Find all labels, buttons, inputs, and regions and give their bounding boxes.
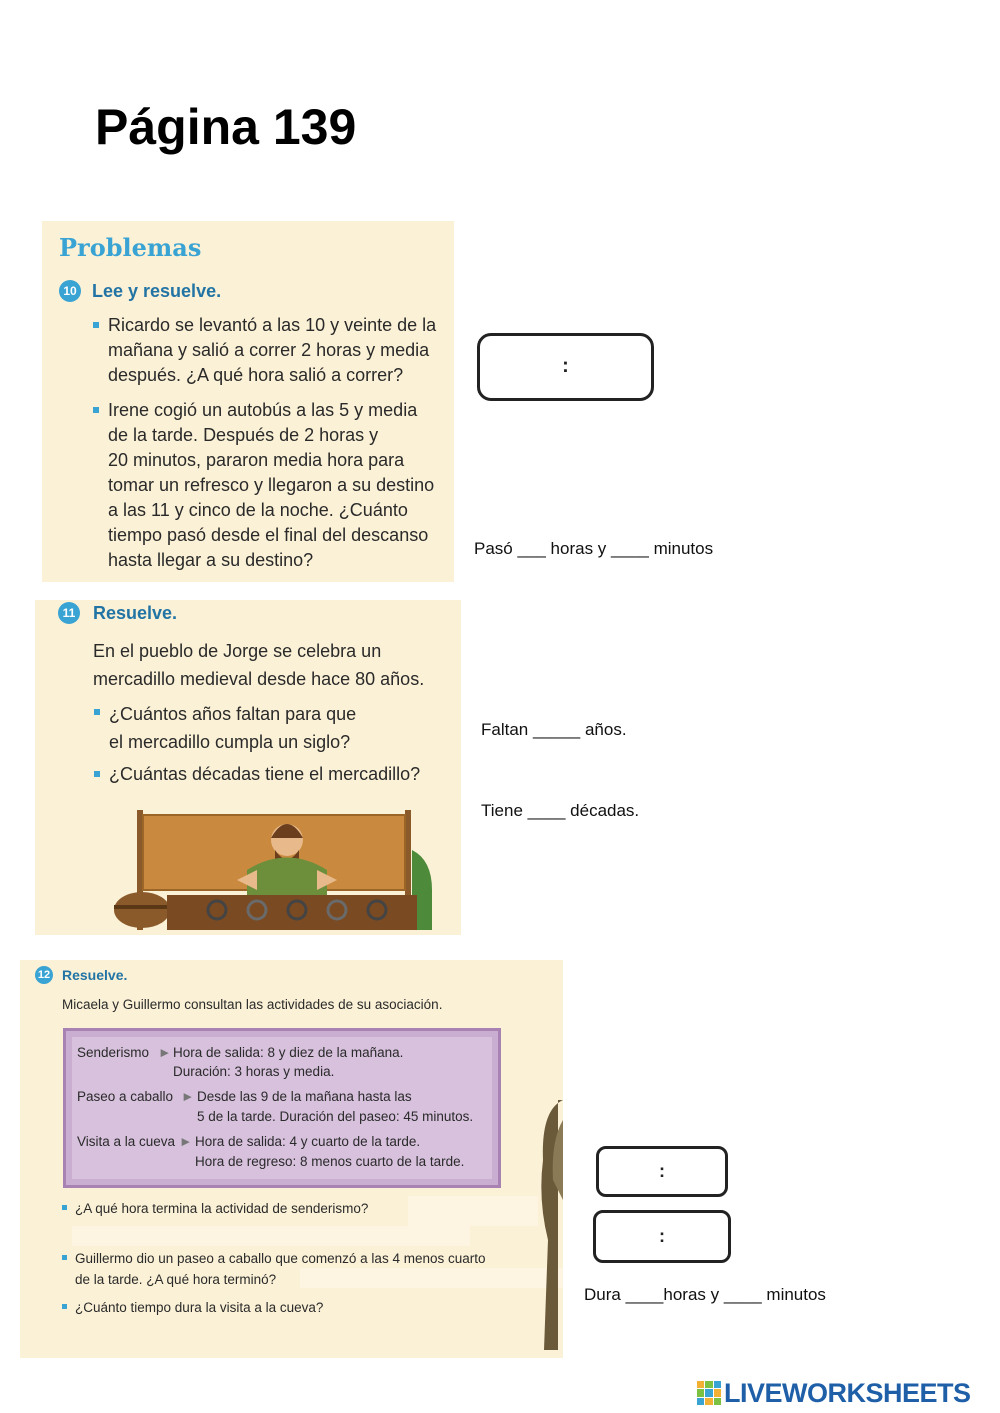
arrow-icon: ► [179,1134,193,1149]
bullet-icon [93,322,99,328]
logo-text: LIVEWORKSHEETS [724,1377,971,1408]
bullet-icon [62,1304,67,1309]
text-line: después. ¿A qué hora salió a correr? [108,365,404,385]
time-answer-box[interactable] [477,333,654,401]
colon-separator: : [562,355,569,377]
text-line: ¿Cuántos años faltan para que [109,704,357,724]
bullet-icon [94,771,100,777]
problem-number-badge: 10 [59,280,81,302]
problem-heading: Lee y resuelve. [92,281,222,301]
text-line: Irene cogió un autobús a las 5 y media [108,400,418,420]
bullet-icon [62,1205,67,1210]
text-line: Ricardo se levantó a las 10 y veinte de la [108,315,437,335]
question-irene [108,398,434,573]
hiker-illustration [538,1100,563,1358]
problem-12-panel [20,960,563,1358]
text-line: mañana y salió a correr 2 horas y media [108,340,430,360]
activity-line: Hora de regreso: 8 menos cuarto de la tarde. [195,1154,465,1169]
answer-paso[interactable]: Pasó ___ horas y ____ minutos [474,539,714,558]
text-line: de la tarde. Después de 2 horas y [108,425,379,445]
question-ricardo [108,313,436,388]
colon-separator: : [659,1161,665,1181]
text-line: Guillermo dio un paseo a caballo que comenzó a las 4 menos cuarto [75,1251,486,1266]
problem-11-panel [35,600,461,935]
text-line: de la tarde. ¿A qué hora terminó? [75,1272,277,1287]
answer-dura[interactable]: Dura ____horas y ____ minutos [584,1285,826,1304]
problem-10-panel [42,221,454,582]
problem-number-badge: 11 [58,602,80,624]
activity-line: Duración: 3 horas y media. [173,1064,335,1079]
answer-tiene[interactable]: Tiene ____ décadas. [481,801,640,820]
bullet-icon [94,709,100,715]
text-line: tiempo pasó desde el final del descanso [108,525,429,545]
activity-line: 5 de la tarde. Duración del paseo: 45 minutos. [197,1109,474,1124]
activity-name: Visita a la cueva [77,1134,176,1149]
market-stall-illustration [107,810,437,930]
problem-heading: Resuelve. [62,967,128,983]
bullet-icon [93,407,99,413]
arrow-icon: ► [181,1089,195,1104]
problem-intro [93,637,424,693]
problem-heading: Resuelve. [93,603,178,623]
time-answer-box[interactable] [593,1210,731,1263]
bullet-icon [62,1255,67,1260]
liveworksheets-logo [697,1378,971,1408]
section-title: Problemas [59,233,202,262]
text-line: tomar un refresco y llegaron a su destino [108,475,435,495]
text-line: mercadillo medieval desde hace 80 años. [93,669,425,689]
answer-field[interactable] [72,1226,470,1246]
activity-schedule [63,1028,501,1188]
text-line: 20 minutos, pararon media hora para [108,450,405,470]
answer-field[interactable] [408,1196,538,1226]
arrow-icon: ► [158,1045,172,1060]
text-line: En el pueblo de Jorge se celebra un [93,641,382,661]
question-years [109,700,356,756]
activity-name: Paseo a caballo [77,1089,174,1104]
activity-line: Desde las 9 de la mañana hasta las [197,1089,412,1104]
text-line: hasta llegar a su destino? [108,550,314,570]
text-line: el mercadillo cumpla un siglo? [109,732,351,752]
answer-field[interactable] [300,1268,563,1288]
answer-faltan[interactable]: Faltan _____ años. [481,720,627,739]
problem-intro: Micaela y Guillermo consultan las actividades de su asociación. [62,997,443,1012]
colon-separator: : [659,1226,665,1246]
text-line: a las 11 y cinco de la noche. ¿Cuánto [108,500,408,520]
page-title: Página 139 [95,99,357,155]
activity-line: Hora de salida: 8 y diez de la mañana. [173,1045,404,1060]
activity-line: Hora de salida: 4 y cuarto de la tarde. [195,1134,421,1149]
question-hiking: ¿A qué hora termina la actividad de senderismo? [75,1201,369,1216]
logo-grid-icon [697,1381,721,1405]
problem-number-badge: 12 [35,966,53,984]
time-answer-box[interactable] [596,1146,728,1197]
question-decades: ¿Cuántas décadas tiene el mercadillo? [109,764,421,784]
activity-name: Senderismo [77,1045,150,1060]
question-cave-visit: ¿Cuánto tiempo dura la visita a la cueva? [75,1300,324,1315]
